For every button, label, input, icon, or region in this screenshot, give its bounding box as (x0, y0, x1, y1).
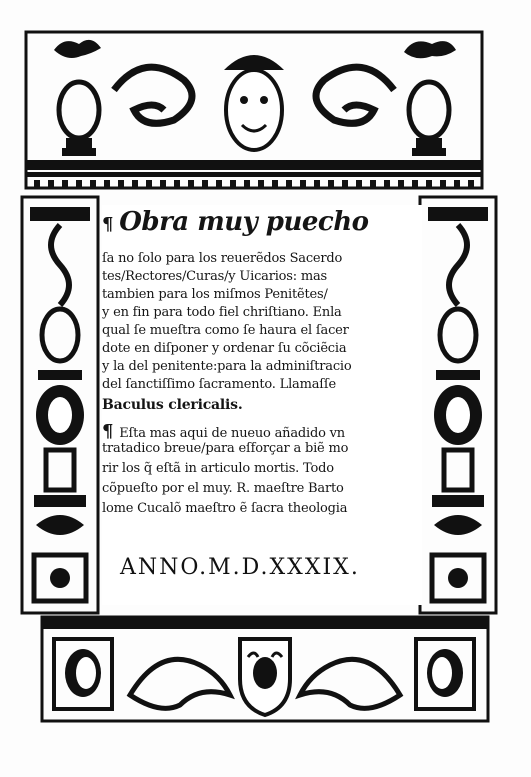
body-line: dote en diſponer y ordenar ſu cõciẽcia (102, 341, 347, 356)
left-dragon-icon (130, 659, 230, 708)
footer-ornament (40, 615, 490, 723)
imprint-date: ANNO.M.D.XXXIX. (120, 555, 360, 580)
bull-head-shield-icon (240, 639, 290, 715)
grotesque-mask-icon (224, 55, 284, 150)
book-title: Obra muy puecho (119, 207, 369, 237)
addition-line: tratadico breue/para eſforçar a biẽ mo (102, 441, 349, 456)
header-woodcut (24, 30, 484, 190)
left-portrait-icon (54, 639, 112, 709)
header-ornament (24, 30, 484, 190)
right-dragon-icon (300, 659, 400, 708)
pilcrow-mark: ¶ (102, 214, 114, 235)
addition-line: lome Cucalõ maeſtro ẽ ſacra theologia (102, 501, 348, 516)
body-line: ſa no ſolo para los reuerẽdos Sacerdo (102, 251, 343, 266)
right-urn-icon (404, 41, 456, 156)
left-candelabrum-icon (20, 195, 100, 615)
right-portrait-icon (416, 639, 474, 709)
left-urn-icon (54, 40, 101, 156)
body-line: tes/Rectores/Curas/y Uicarios: mas (102, 269, 328, 284)
right-column-ornament (418, 195, 498, 615)
addition-line: rir los q̃ eſtã in articulo mortis. Todo (102, 461, 334, 476)
left-column-ornament (20, 195, 100, 615)
right-candelabrum-icon (418, 195, 498, 615)
body-line: del ſanctiſſimo ſacramento. Llamaſſe (102, 377, 336, 392)
body-line: y en fin para todo fiel chriſtiano. Enla (102, 305, 342, 320)
title-text-block (102, 205, 422, 605)
pilcrow-mark: ¶ (102, 421, 114, 442)
subtitle-baculus: Baculus clericalis. (102, 397, 243, 413)
footer-woodcut (40, 615, 490, 723)
addition-line-text: Eſta mas aqui de nueuo añadido vn (119, 426, 345, 441)
body-line: y la del penitente:para la adminiſtracio (102, 359, 352, 374)
title-line (102, 207, 368, 237)
body-line: tambien para los miſmos Penitẽtes/ (102, 287, 328, 302)
addition-first-line (102, 421, 345, 442)
addition-line: cõpueſto por el muy. R. maeſtre Barto (102, 481, 344, 496)
body-line: qual ſe mueſtra como ſe haura el ſacer (102, 323, 349, 338)
